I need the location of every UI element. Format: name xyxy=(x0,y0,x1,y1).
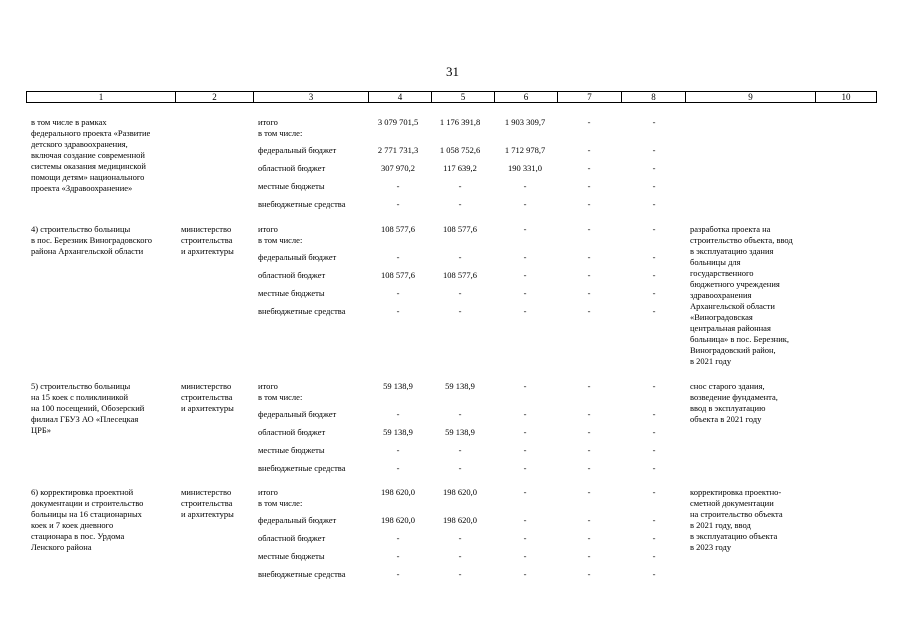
expected-result-line: объекта в 2021 году xyxy=(690,414,762,424)
value-2021: - xyxy=(523,181,527,191)
total-value: 198 620,0 xyxy=(381,487,415,497)
header-col-5: 5 xyxy=(432,92,495,102)
executor-line: министерство xyxy=(181,224,232,234)
total-value: 59 138,9 xyxy=(383,381,413,391)
value-2020: 1 176 391,8 xyxy=(439,117,481,127)
expected-result-line: сметной документации xyxy=(690,498,774,508)
funding-row xyxy=(0,409,905,420)
funding-source xyxy=(258,427,368,438)
activity-name-line: в пос. Березник Виноградовского xyxy=(31,235,152,245)
value-2023: - xyxy=(652,533,656,543)
value-2023: - xyxy=(652,117,656,127)
value-2022: - xyxy=(587,306,591,316)
funding-row xyxy=(0,569,905,580)
expected-result-line: Архангельской области xyxy=(690,301,775,311)
funding-source xyxy=(258,487,368,509)
page-number: 31 xyxy=(446,64,459,79)
total-value: 2 771 731,3 xyxy=(377,145,419,155)
total-value: 59 138,9 xyxy=(383,427,413,437)
value-2020: - xyxy=(458,306,462,316)
funding-source xyxy=(258,515,368,526)
value-2022: - xyxy=(587,199,591,209)
funding-row xyxy=(0,145,905,156)
value-2021: - xyxy=(523,270,527,280)
value-2021: - xyxy=(523,551,527,561)
funding-source-line: в том числе: xyxy=(258,498,303,508)
funding-row xyxy=(0,199,905,210)
value-2021: - xyxy=(523,427,527,437)
value-2023: - xyxy=(652,145,656,155)
funding-source xyxy=(258,551,368,562)
total-value: - xyxy=(396,181,400,191)
funding-source xyxy=(258,409,368,420)
activity-name-line: детского здравоохранения, xyxy=(31,139,128,149)
value-2023: - xyxy=(652,487,656,497)
funding-row xyxy=(0,533,905,544)
total-value: - xyxy=(396,551,400,561)
value-2020: - xyxy=(458,533,462,543)
activity-name-line: 6) корректировка проектной xyxy=(31,487,134,497)
funding-row xyxy=(0,427,905,438)
value-2021: - xyxy=(523,409,527,419)
value-2023: - xyxy=(652,569,656,579)
total-value: 198 620,0 xyxy=(381,515,415,525)
header-col-4: 4 xyxy=(369,92,432,102)
value-2020: 198 620,0 xyxy=(443,487,477,497)
activity-name-line: документации и строительство xyxy=(31,498,144,508)
funding-source-line: областной бюджет xyxy=(258,163,326,173)
value-2021: - xyxy=(523,463,527,473)
expected-result-line: больницы для xyxy=(690,257,741,267)
executor-line: министерство xyxy=(181,381,232,391)
funding-source-line: областной бюджет xyxy=(258,427,326,437)
funding-source-line: федеральный бюджет xyxy=(258,409,337,419)
value-2020: - xyxy=(458,199,462,209)
activity-name-line: Ленского района xyxy=(31,542,92,552)
expected-result-line: в 2021 году, ввод xyxy=(690,520,751,530)
value-2021: - xyxy=(523,515,527,525)
value-2022: - xyxy=(587,515,591,525)
value-2022: - xyxy=(587,533,591,543)
expected-result-line: разработка проекта на xyxy=(690,224,771,234)
funding-row xyxy=(0,445,905,456)
value-2023: - xyxy=(652,306,656,316)
funding-source-line: в том числе: xyxy=(258,235,303,245)
funding-source xyxy=(258,306,368,317)
expected-result-line: в эксплуатацию объекта xyxy=(690,531,778,541)
value-2021: 1 712 978,7 xyxy=(504,145,546,155)
value-2021: - xyxy=(523,252,527,262)
funding-row xyxy=(0,163,905,174)
funding-source xyxy=(258,463,368,474)
total-value: - xyxy=(396,288,400,298)
header-col-7: 7 xyxy=(558,92,622,102)
expected-result-line: центральная районная xyxy=(690,323,771,333)
value-2022: - xyxy=(587,163,591,173)
value-2021: - xyxy=(523,445,527,455)
funding-source-line: федеральный бюджет xyxy=(258,145,337,155)
funding-row xyxy=(0,288,905,299)
funding-row xyxy=(0,252,905,263)
expected-result-line: строительство объекта, ввод xyxy=(690,235,793,245)
activity-name-line: на 100 посещений, Обозерский xyxy=(31,403,145,413)
funding-source-line: итого xyxy=(258,117,278,127)
total-value: - xyxy=(396,533,400,543)
value-2020: - xyxy=(458,288,462,298)
executor-line: строительства xyxy=(181,235,233,245)
funding-source xyxy=(258,163,368,174)
value-2023: - xyxy=(652,381,656,391)
total-value: - xyxy=(396,463,400,473)
funding-source xyxy=(258,445,368,456)
activity-name-line: ЦРБ» xyxy=(31,425,51,435)
funding-source-line: внебюджетные средства xyxy=(258,569,346,579)
funding-source xyxy=(258,569,368,580)
header-col-6: 6 xyxy=(495,92,558,102)
expected-result-line: на строительство объекта xyxy=(690,509,783,519)
value-2020: 117 639,2 xyxy=(443,163,477,173)
value-2021: - xyxy=(523,569,527,579)
value-2023: - xyxy=(652,199,656,209)
funding-source xyxy=(258,117,368,139)
value-2023: - xyxy=(652,409,656,419)
expected-result-line: в эксплуатацию здания xyxy=(690,246,774,256)
activity-name-line: федерального проекта «Развитие xyxy=(31,128,151,138)
value-2023: - xyxy=(652,551,656,561)
expected-result-line: здравоохранения xyxy=(690,290,752,300)
funding-source-line: местные бюджеты xyxy=(258,288,325,298)
value-2020: - xyxy=(458,569,462,579)
value-2022: - xyxy=(587,445,591,455)
expected-result-line: возведение фундамента, xyxy=(690,392,778,402)
activity-name-line: 5) строительство больницы xyxy=(31,381,131,391)
funding-source xyxy=(258,270,368,281)
value-2022: - xyxy=(587,270,591,280)
expected-result-line: больница» в пос. Березник, xyxy=(690,334,790,344)
value-2021: - xyxy=(523,224,527,234)
activity-name-line: проекта «Здравоохранение» xyxy=(31,183,133,193)
total-value: 307 970,2 xyxy=(381,163,415,173)
funding-source xyxy=(258,224,368,246)
activity-name-line: включая создание современной xyxy=(31,150,145,160)
value-2020: - xyxy=(458,181,462,191)
value-2021: 190 331,0 xyxy=(508,163,542,173)
total-value: - xyxy=(396,306,400,316)
funding-source xyxy=(258,381,368,403)
funding-source xyxy=(258,199,368,210)
expected-result-line: в 2021 году xyxy=(690,356,732,366)
value-2021: 1 903 309,7 xyxy=(504,117,546,127)
expected-result-line: государственного xyxy=(690,268,754,278)
expected-result-line: снос старого здания, xyxy=(690,381,765,391)
value-2022: - xyxy=(587,288,591,298)
activity-name-line: стационара в пос. Урдома xyxy=(31,531,125,541)
table-header-row xyxy=(26,91,877,103)
value-2020: 1 058 752,6 xyxy=(439,145,481,155)
funding-source-line: внебюджетные средства xyxy=(258,199,346,209)
executor-line: и архитектуры xyxy=(181,246,234,256)
total-value: - xyxy=(396,445,400,455)
header-col-8: 8 xyxy=(622,92,686,102)
value-2022: - xyxy=(587,224,591,234)
funding-source-line: местные бюджеты xyxy=(258,181,325,191)
value-2021: - xyxy=(523,288,527,298)
value-2023: - xyxy=(652,445,656,455)
value-2023: - xyxy=(652,288,656,298)
activity-name-line: больницы на 16 стационарных xyxy=(31,509,142,519)
header-col-2: 2 xyxy=(176,92,254,102)
funding-source-line: местные бюджеты xyxy=(258,445,325,455)
activity-name-line: в том числе в рамках xyxy=(31,117,107,127)
value-2020: - xyxy=(458,252,462,262)
value-2020: 59 138,9 xyxy=(445,427,475,437)
total-value: 3 079 701,5 xyxy=(377,117,419,127)
expected-result-line: корректировка проектно- xyxy=(690,487,782,497)
value-2022: - xyxy=(587,487,591,497)
activity-name-line: 4) строительство больницы xyxy=(31,224,131,234)
header-col-10: 10 xyxy=(841,92,851,102)
value-2022: - xyxy=(587,427,591,437)
activity-name-line: помощи детям» национального xyxy=(31,172,145,182)
funding-source-line: в том числе: xyxy=(258,128,303,138)
value-2023: - xyxy=(652,270,656,280)
value-2022: - xyxy=(587,551,591,561)
funding-row xyxy=(0,515,905,526)
funding-row xyxy=(0,181,905,192)
funding-source-line: местные бюджеты xyxy=(258,551,325,561)
funding-source-line: итого xyxy=(258,381,278,391)
funding-source-line: итого xyxy=(258,224,278,234)
value-2020: - xyxy=(458,409,462,419)
activity-name-line: системы оказания медицинской xyxy=(31,161,146,171)
value-2023: - xyxy=(652,181,656,191)
funding-source xyxy=(258,288,368,299)
value-2023: - xyxy=(652,163,656,173)
value-2021: - xyxy=(523,306,527,316)
funding-source xyxy=(258,533,368,544)
expected-result-line: ввод в эксплуатацию xyxy=(690,403,766,413)
total-value: 108 577,6 xyxy=(381,224,415,234)
total-value: - xyxy=(396,569,400,579)
value-2022: - xyxy=(587,409,591,419)
value-2022: - xyxy=(587,569,591,579)
value-2021: - xyxy=(523,381,527,391)
value-2022: - xyxy=(587,381,591,391)
value-2021: - xyxy=(523,199,527,209)
funding-row xyxy=(0,551,905,562)
value-2022: - xyxy=(587,145,591,155)
value-2023: - xyxy=(652,224,656,234)
value-2023: - xyxy=(652,463,656,473)
funding-source xyxy=(258,181,368,192)
funding-source-line: в том числе: xyxy=(258,392,303,402)
total-value: - xyxy=(396,409,400,419)
value-2022: - xyxy=(587,117,591,127)
value-2020: 59 138,9 xyxy=(445,381,475,391)
value-2022: - xyxy=(587,181,591,191)
expected-result-line: в 2023 году xyxy=(690,542,732,552)
expected-result-line: бюджетного учреждения xyxy=(690,279,780,289)
value-2020: - xyxy=(458,445,462,455)
funding-source-line: областной бюджет xyxy=(258,533,326,543)
value-2020: 198 620,0 xyxy=(443,515,477,525)
funding-row xyxy=(0,270,905,281)
executor-line: строительства xyxy=(181,498,233,508)
funding-source-line: внебюджетные средства xyxy=(258,306,346,316)
value-2022: - xyxy=(587,463,591,473)
activity-name-line: на 15 коек с поликлиникой xyxy=(31,392,129,402)
funding-source-line: федеральный бюджет xyxy=(258,515,337,525)
total-value: 108 577,6 xyxy=(381,270,415,280)
value-2020: - xyxy=(458,551,462,561)
funding-source-line: итого xyxy=(258,487,278,497)
funding-row xyxy=(0,306,905,317)
value-2020: 108 577,6 xyxy=(443,224,477,234)
executor-line: и архитектуры xyxy=(181,509,234,519)
value-2023: - xyxy=(652,515,656,525)
header-col-1: 1 xyxy=(27,92,176,102)
header-col-3: 3 xyxy=(254,92,369,102)
value-2023: - xyxy=(652,427,656,437)
funding-source-line: федеральный бюджет xyxy=(258,252,337,262)
value-2023: - xyxy=(652,252,656,262)
executor-line: и архитектуры xyxy=(181,403,234,413)
activity-name-line: коек и 7 коек дневного xyxy=(31,520,114,530)
expected-result-line: Виноградовский район, xyxy=(690,345,776,355)
expected-result-line: «Виноградовская xyxy=(690,312,753,322)
total-value: - xyxy=(396,199,400,209)
value-2021: - xyxy=(523,533,527,543)
funding-row xyxy=(0,463,905,474)
activity-name-line: филиал ГБУЗ АО «Плесецкая xyxy=(31,414,139,424)
total-value: - xyxy=(396,252,400,262)
value-2022: - xyxy=(587,252,591,262)
funding-source xyxy=(258,145,368,156)
funding-source-line: областной бюджет xyxy=(258,270,326,280)
value-2020: 108 577,6 xyxy=(443,270,477,280)
funding-source-line: внебюджетные средства xyxy=(258,463,346,473)
executor-line: строительства xyxy=(181,392,233,402)
value-2021: - xyxy=(523,487,527,497)
executor-line: министерство xyxy=(181,487,232,497)
funding-source xyxy=(258,252,368,263)
value-2020: - xyxy=(458,463,462,473)
activity-name-line: района Архангельской области xyxy=(31,246,144,256)
header-col-9: 9 xyxy=(686,92,816,102)
